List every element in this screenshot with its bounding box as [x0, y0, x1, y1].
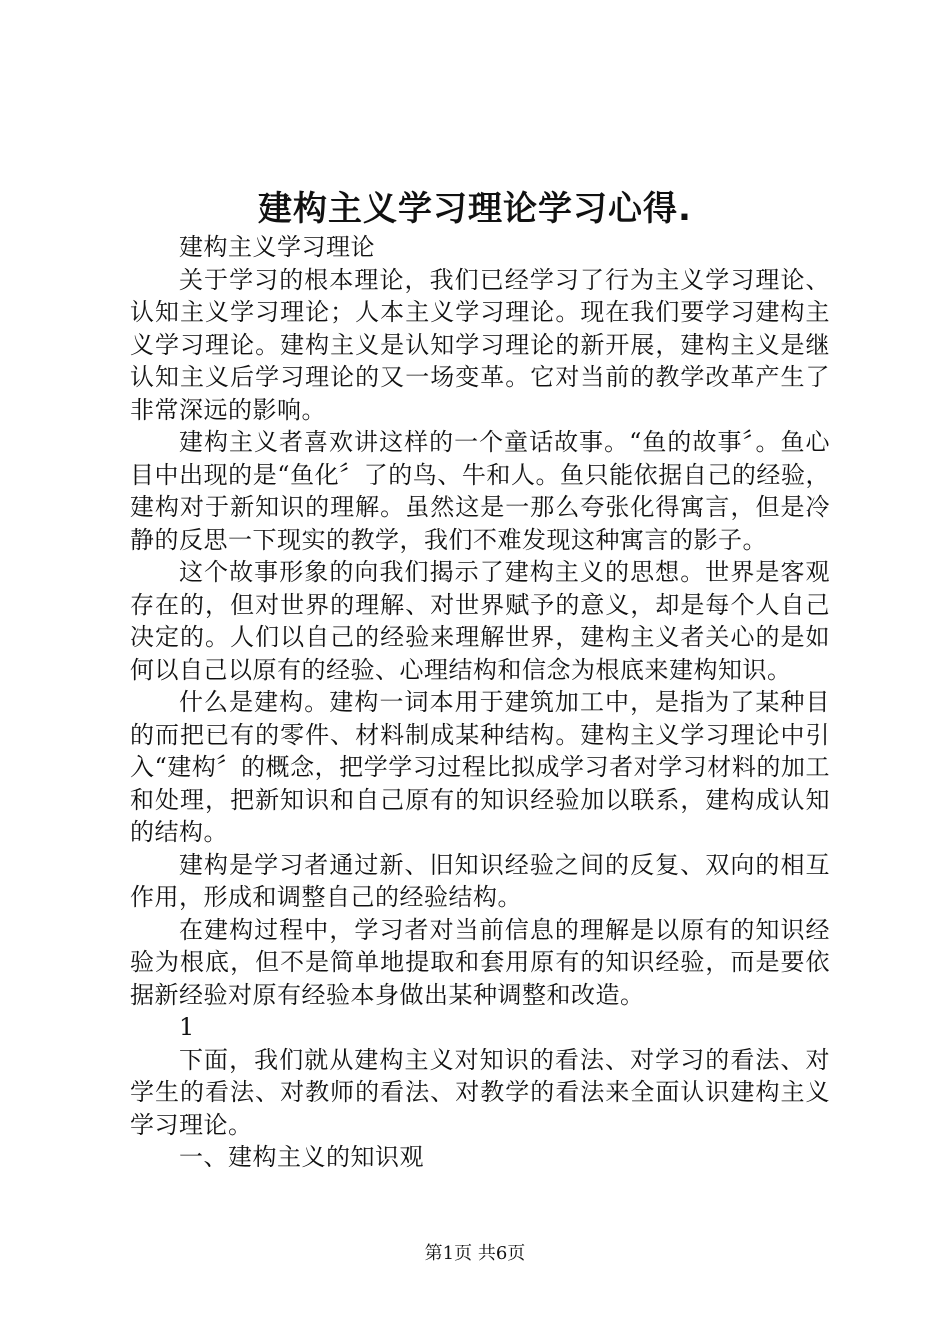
paragraph: 关于学习的根本理论，我们已经学习了行为主义学习理论、认知主义学习理论；人本主义学习理论。现在我们要学习建构主义学习理论。建构主义是认知学习理论的新开展，建构主义是继认知主义后学习理论的又一场变革。它对当前的教学改革产生了非常深远的影响。: [130, 265, 830, 424]
inline-page-number: 1: [179, 1013, 195, 1041]
document-title: 建构主义学习理论学习心得.: [258, 189, 692, 229]
document-body: [130, 231, 830, 1174]
paragraph-heading: 建构主义学习理论: [179, 233, 375, 261]
paragraph: 这个故事形象的向我们揭示了建构主义的思想。世界是客观存在的，但对世界的理解、对世界赋予的意义，却是每个人自己决定的。人们以自己的经验来理解世界，建构主义者关心的是如何以自己以原有的经验、心理结构和信念为根底来建构知识。: [130, 558, 830, 684]
paragraph: 在建构过程中，学习者对当前信息的理解是以原有的知识经验为根底，但不是简单地提取和套用原有的知识经验，而是要依据新经验对原有经验本身做出某种调整和改造。: [130, 915, 830, 1009]
paragraph: 下面，我们就从建构主义对知识的看法、对学习的看法、对学生的看法、对教师的看法、对教学的看法来全面认识建构主义学习理论。: [130, 1045, 830, 1139]
paragraph: 建构主义者喜欢讲这样的一个童话故事。“鱼的故事〞。鱼心目中出现的是“鱼化〞了的鸟、牛和人。鱼只能依据自己的经验，建构对于新知识的理解。虽然这是一那么夸张化得寓言，但是冷静的反思一下现实的教学，我们不难发现这种寓言的影子。: [130, 428, 830, 554]
paragraph: 建构是学习者通过新、旧知识经验之间的反复、双向的相互作用，形成和调整自己的经验结构。: [130, 850, 830, 911]
page-footer: 第1页 共6页: [424, 1243, 526, 1264]
paragraph: 什么是建构。建构一词本用于建筑加工中，是指为了某种目的而把已有的零件、材料制成某种结构。建构主义学习理论中引入“建构〞的概念，把学学习过程比拟成学习者对学习材料的加工和处理，把新知识和自己原有的知识经验加以联系，建构成认知的结构。: [130, 688, 830, 846]
section-heading: 一、建构主义的知识观: [179, 1143, 424, 1171]
